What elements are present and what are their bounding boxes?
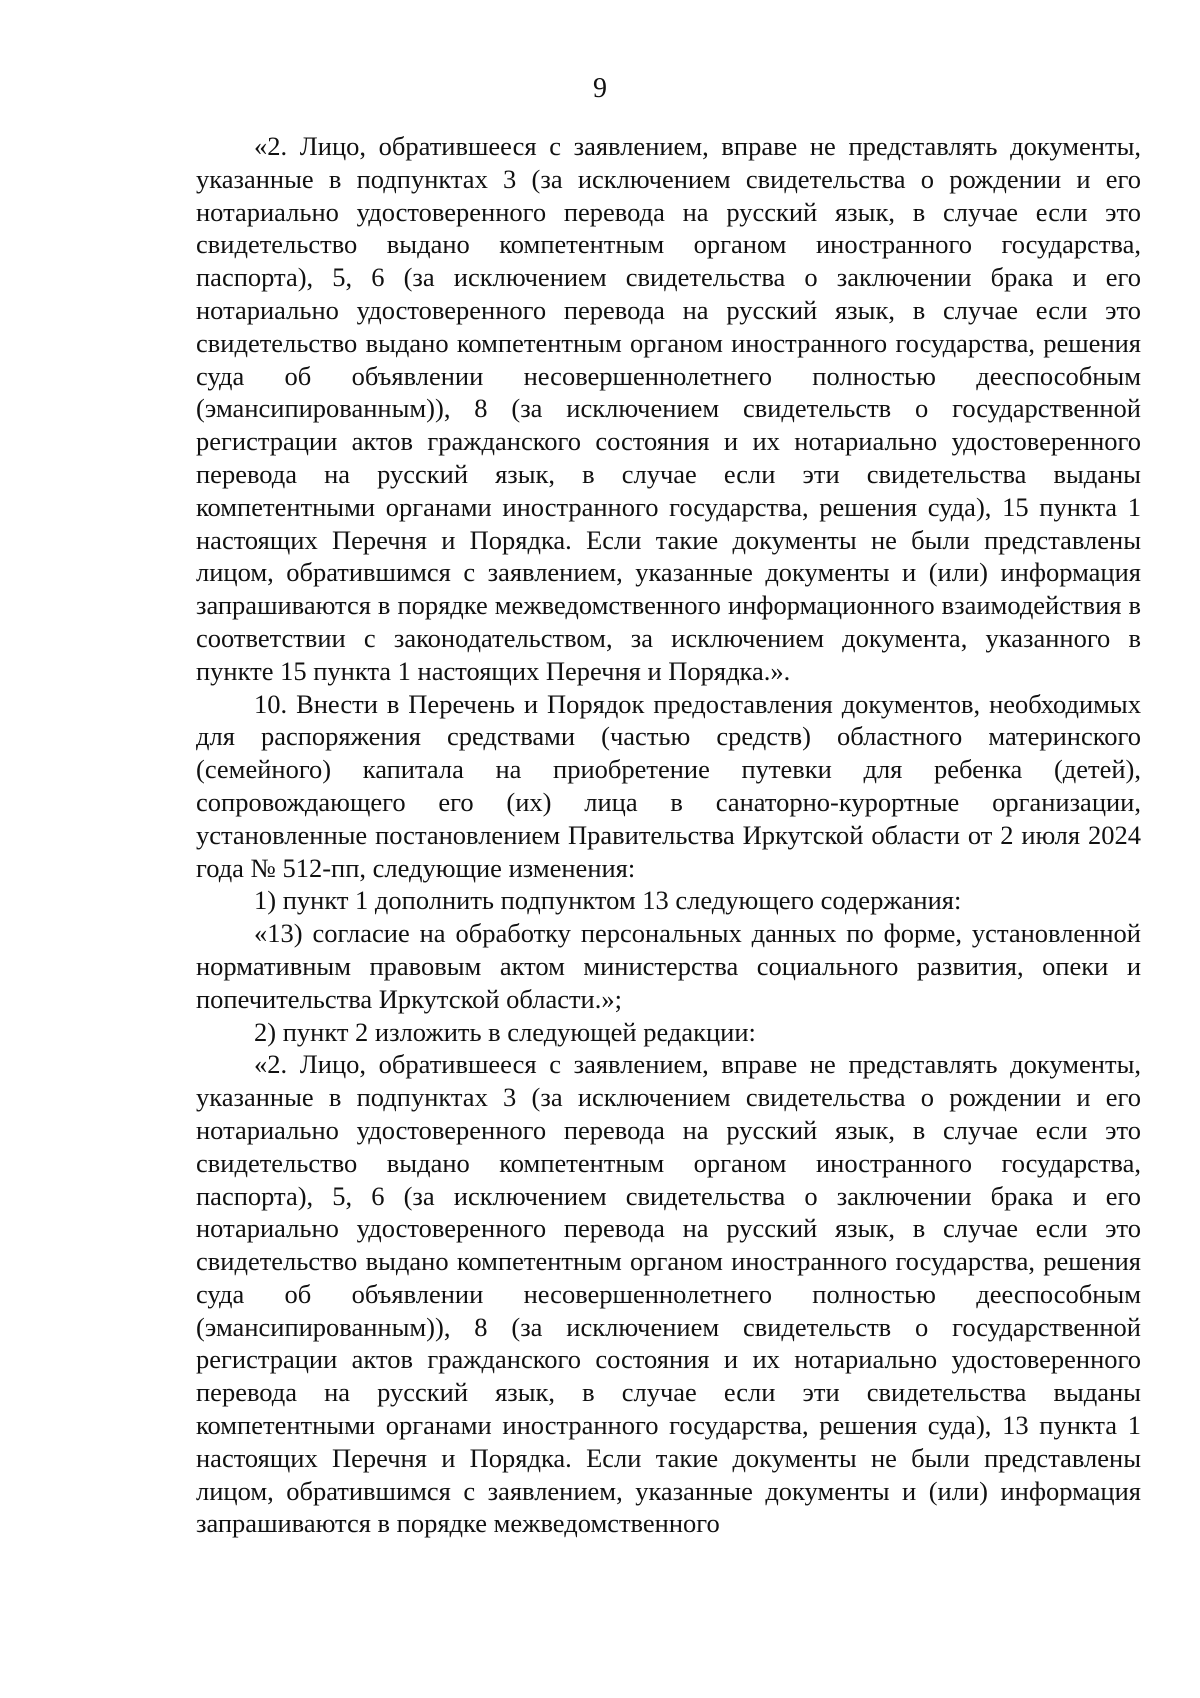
page-number: 9	[593, 73, 607, 104]
paragraph-amendment-10: 10. Внести в Перечень и Порядок предоставления документов, необходимых для распоряжения средствами (частью средств) областного материнского (семейного) капитала на приобретение путевки для ребенка (детей), сопровождающего его (их) лица в санаторно-курортные организации, установленные постановлением Правительства Иркутской области от 2 июля 2024 года № 512-пп, следующие изменения:	[196, 688, 1141, 883]
paragraph-item-2-replacement: «2. Лицо, обратившееся с заявлением, вправе не представлять документы, указанные в подпунктах 3 (за исключением свидетельства о рождении и его нотариально удостоверенного перевода на русский язык, в случае если это свидетельство выдано компетентным органом иностранного государства, паспорта), 5, 6 (за исключением свидетельства о заключении брака и его нотариально удостоверенного перевода на русский язык, в случае если это свидетельство выдано компетентным органом иностранного государства, решения суда об объявлении несовершеннолетнего полностью дееспособным (эмансипированным)), 8 (за исключением свидетельств о государственной регистрации актов гражданского состояния и их нотариально удостоверенного перевода на русский язык, в случае если эти свидетельства выданы компетентными органами иностранного государства, решения суда), 15 пункта 1 настоящих Перечня и Порядка. Если такие документы не были представлены лицом, обратившимся с заявлением, указанные документы и (или) информация запрашиваются в порядке межведомственного информационного взаимодействия в соответствии с законодательством, за исключением документа, указанного в пункте 15 пункта 1 настоящих Перечня и Порядка.».	[196, 131, 1141, 686]
paragraph-subitem-1: 1) пункт 1 дополнить подпунктом 13 следующего содержания:	[254, 885, 962, 916]
paragraph-subitem-2: 2) пункт 2 изложить в следующей редакции:	[254, 1016, 756, 1047]
document-body	[196, 130, 1141, 1540]
paragraph-subitem-13-text: «13) согласие на обработку персональных данных по форме, установленной нормативным правовым актом министерства социального развития, опеки и попечительства Иркутской области.»;	[196, 918, 1141, 1014]
paragraph-item-2-new-edition: «2. Лицо, обратившееся с заявлением, вправе не представлять документы, указанные в подпунктах 3 (за исключением свидетельства о рождении и его нотариально удостоверенного перевода на русский язык, в случае если это свидетельство выдано компетентным органом иностранного государства, паспорта), 5, 6 (за исключением свидетельства о заключении брака и его нотариально удостоверенного перевода на русский язык, в случае если это свидетельство выдано компетентным органом иностранного государства, решения суда об объявлении несовершеннолетнего полностью дееспособным (эмансипированным)), 8 (за исключением свидетельств о государственной регистрации актов гражданского состояния и их нотариально удостоверенного перевода на русский язык, в случае если эти свидетельства выданы компетентными органами иностранного государства, решения суда), 13 пункта 1 настоящих Перечня и Порядка. Если такие документы не были представлены лицом, обратившимся с заявлением, указанные документы и (или) информация запрашиваются в порядке межведомственного	[196, 1049, 1141, 1539]
